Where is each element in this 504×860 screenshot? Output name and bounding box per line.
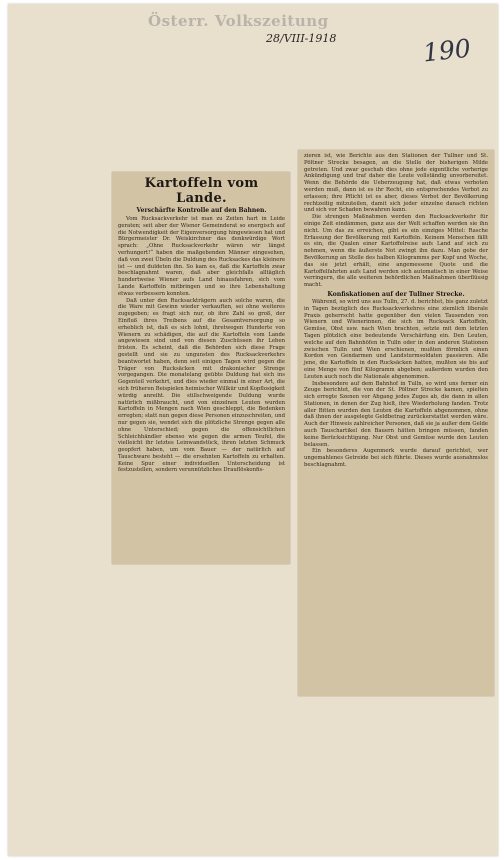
- clipping-subhead: Verschärfte Kontrolle auf den Bahnen.: [136, 207, 267, 214]
- clipping-body-2: [304, 299, 488, 469]
- clipping-body: [118, 216, 285, 474]
- handwritten-number: 190: [421, 33, 473, 68]
- paragraph: Daß unter den Rucksackträgern auch solche waren, die die Ware mit Gewinn wieder verkauften, sei ohne weiteres zugegeben; es fragt sich nur, ob ihre Zahl so groß, der Einfluß ihres Treibens auf die Gesamtversorgung so erheblich ist, daß es sich lohnt, ihretwegen Hunderte von Wienern zu schädigen, die auf die Kartoffeln vom Lande angewiesen sind und von diesen Zuschüssen ihr Leben fristen. Es scheint, daß die Behörden sich diese Frage gestellt und sie zu ungunsten des Rucksackverkehrs beantwortet haben, denn seit einigen Tagen wird gegen die Träger von Rucksäcken mit drakonischer Strenge vorgegangen. Die monatelang geübte Duldung hat sich ins Gegenteil verkehrt, und dies wieder einmal in einer Art, die sich früheren Beispielen heimischer Willkür und Kopflosigkeit würdig anreiht. Die stillschweigende Duldung wurde natürlich mißbraucht, und von einzelnen Leuten wurden Kartoffeln in Mengen nach Wien geschleppt, die Bedenken erregten; statt nun gegen diese Personen einzuschreiten, und nur gegen sie, wendet sich die plötzliche Strenge gegen alle ohne Unterschied; gegen die offensichtlichen Schleichhändler ebenso wie gegen die armen Teufel, die vielleicht ihr letztes Leinwandstück, ihren letzten Schmuck geopfert haben, um vom Bauer — der natürlich auf Tauschware besteht — die ersehnten Kartoffeln zu erhalten. Keine Spur einer individuellen Unterscheidung ist festzustellen, sondern verunnützliches Drauflöskonfis-: [118, 297, 285, 474]
- clipping-left: [112, 172, 290, 564]
- paragraph: zieren ist, wie Berichte aus den Stationen der Tullner und St. Pöltner Strecke besagen, an die Stelle der bisherigen Milde getreten. Und zwar geschah dies ohne jede eigentliche vorherige Ankündigung und traf daher die Leute vollständig unvorbereitet. Wenn die Behörde die Ueberzeugung hat, daß etwas verboten werden muß, dann ist es ihr Recht, ein entsprechendes Verbot zu erlassen; ihre Pflicht ist es aber, dieses Verbot der Bevölkerung rechtzeitig mitzuteilen, damit sich jeder einzelne danach richten und sich vor Schaden bewahren kann.: [304, 153, 488, 214]
- clipping-headline: Kartoffeln vom Lande.: [144, 176, 259, 206]
- paragraph: Die strengen Maßnahmen werden den Rucksackverkehr für einige Zeit eindämmen, ganz aus der Welt schaffen werden sie ihn nicht. Um das zu erreichen, gibt es ein einziges Mittel: Rasche Erfassung der Bevölkerung mit Kartoffeln. Keinem Menschen fällt es ein, die Qualen einer Kartoffelreise aufs Land auf sich zu nehmen, wenn die äußerste Not zwingt ihn dazu. Man gebe der Bevölkerung an Stelle des halben Kilogramms per Kopf und Woche, das sie jetzt erhält, eine angemessene Quote und die Kartoffelfahrten aufs Land werden sich automatisch in einer Weise verringern, die alle weiteren behördlichen Maßnahmen überflüssig macht.: [304, 214, 488, 289]
- paragraph: Insbesondere auf dem Bahnhof in Tulln, so wird uns ferner ein Zeuge berichtet, die von der St. Pöltner Strecke kamen, spielten sich erregte Szenen vor Abgang jedes Zuges ab, die dann in allen Stationen, in denen der Zug hielt, ihre Wiederholung fanden. Trotz aller Bitten wurden den Leuten die Kartoffeln abgenommen, ohne daß ihnen der ausgelegte Geldbetrag zurückerstattet werden wäre. Auch der Hinweis zahlreicher Personen, daß sie ja außer dem Gelde auch Tauschartikel den Bauern hätten bringen müssen, fanden keine Berücksichtigung. Nur Obst und Gemüse wurde den Leuten belassen.: [304, 380, 488, 448]
- paragraph: Ein besonderes Augenmerk wurde darauf gerichtet, wer ungemahlenes Getreide bei sich führte. Dieses wurde ausnahmslos beschlagnahmt.: [304, 448, 488, 469]
- handwritten-date: 28/VIII-1918: [266, 32, 337, 45]
- paragraph: Während, so wird uns aus Tulln, 27. d. berichtet, bis ganz zuletzt in Tagen bezüglich des Rucksackverkehres eine ziemlich liberale Praxis geherrscht hatte gegenüber den vielen Tausenden von Wienern und Wienerinnen, die sich im Rucksack Kartoffeln, Gemüse, Obst usw. nach Wien brachten, setzte mit dem letzten Tagen plötzlich eine bedeutende Verschärfung ein. Den Leuten, welche auf den Bahnhöfen in Tulln oder in den anderen Stationen zwischen Tulln und Wien erschienen, mußten förmlich einen Kordon von Gendarmen und Landsturmsoldaten passieren. Alle jene, die Kartoffeln in den Rucksäcken hatten, mußten sie bis auf eine Menge von fünf Kilogramm abgeben; außerdem wurden den Leuten auch noch die Nationale abgenommen.: [304, 298, 488, 380]
- paragraph: Vom Rucksackverkehr ist man zu Zeiten hart in Leide geraten; seit aber der Wiener Gemeinderat so energisch auf die Notwendigkeit der Eigenversorgung hingewiesen hat und Bürgermeister Dr. Weiskirchner das denkwürdige Wort sprach: „Ohne Rucksackverkehr wären wir längst verhungert!“ haben die maßgebenden Männer eingesehen, daß von zwei Übeln die Duldung des Rucksackes das kleinere ist — und duldeten ihn. So kam es, daß die Kartoffeln zwar beschlagnahmt waren, daß aber gleichfalls alltäglich hundertweise Wiener aufs Land hinausfahren, sich vom Lande Kartoffeln mitbringen und so ihre Lebenshaltung etwas verbessern konnten.: [118, 216, 285, 297]
- section-heading: Konfiskationen auf der Tullner Strecke.: [327, 290, 465, 298]
- clipping-body: [304, 153, 488, 289]
- clipping-right: [298, 150, 494, 696]
- archive-sheet: [8, 4, 498, 856]
- newspaper-stamp: Österr. Volkszeitung: [148, 12, 329, 30]
